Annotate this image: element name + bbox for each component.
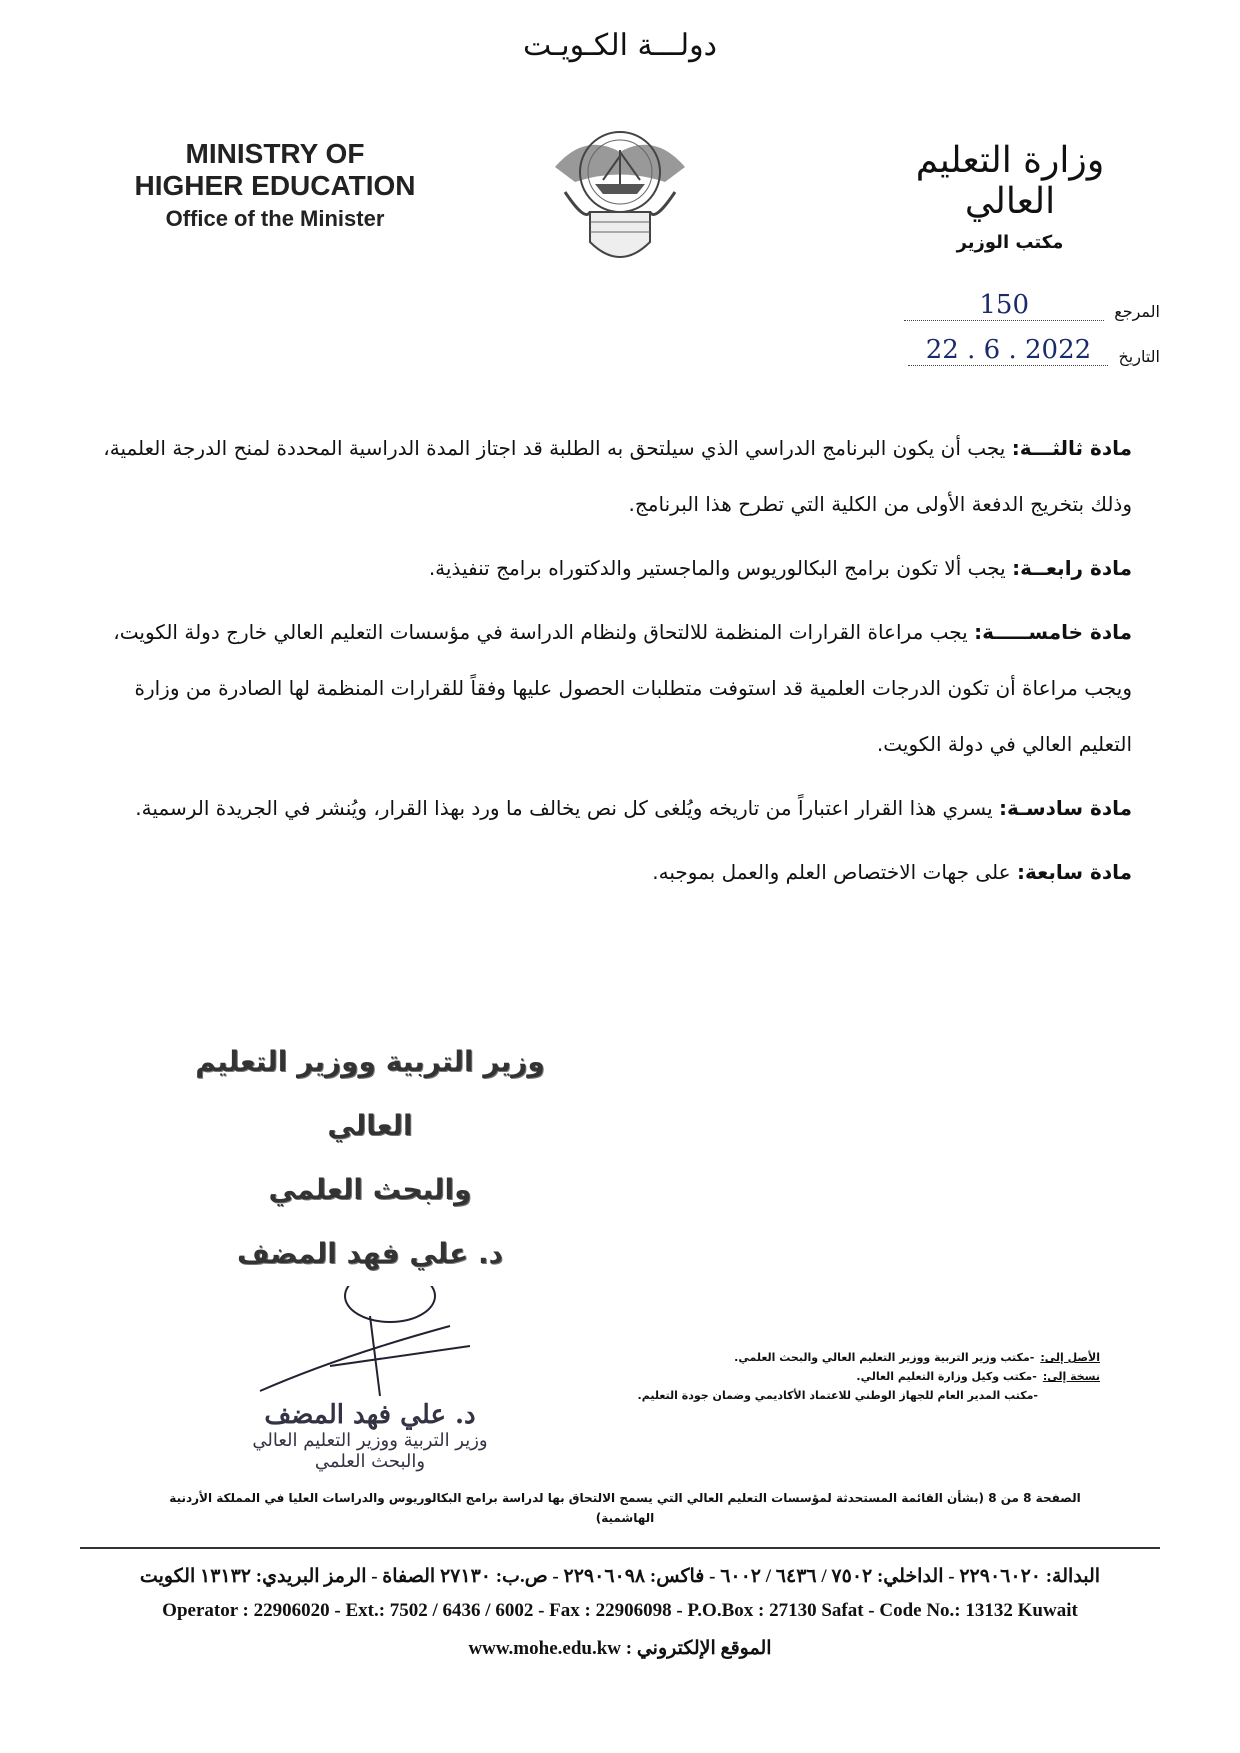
original-to: -مكتب وزير التربية ووزير التعليم العالي والبحث العلمي. xyxy=(734,1351,1035,1364)
copy-to-2: -مكتب المدير العام للجهاز الوطني للاعتماد الأكاديمي وضمان جودة التعليم. xyxy=(637,1389,1038,1402)
office-ar: مكتب الوزير xyxy=(956,232,1064,253)
ministry-english-header xyxy=(110,138,440,232)
website-url[interactable]: www.mohe.edu.kw xyxy=(468,1638,621,1659)
date-value: 22 . 6 . 2022 xyxy=(908,335,1108,366)
footer-website xyxy=(0,1637,1240,1660)
footer-english-contact: Operator : 22906020 - Ext.: 7502 / 6436 / 6002 - Fax : 22906098 - P.O.Box : 27130 Safat - Code No.: 13132 Kuwait xyxy=(162,1600,1078,1621)
article-5 xyxy=(102,604,1132,772)
article-3 xyxy=(102,420,1132,532)
reference-value: 150 xyxy=(904,290,1104,321)
article-text: يسري هذا القرار اعتباراً من تاريخه ويُلغى كل نص يخالف ما ورد بهذا القرار، ويُنشر في الجريدة الرسمية. xyxy=(135,796,993,820)
article-label: مادة رابعــة: xyxy=(1012,556,1132,580)
ministry-ar: وزارة التعليم العالي xyxy=(915,140,1105,222)
office-en: Office of the Minister xyxy=(165,206,385,231)
minister-title-line2: والبحث العلمي xyxy=(268,1173,472,1206)
ministry-en-line1: MINISTRY OF xyxy=(185,138,365,169)
footer-divider xyxy=(80,1547,1160,1549)
minister-title-line1: وزير التربية ووزير التعليم العالي xyxy=(195,1045,545,1142)
signature-block xyxy=(150,1030,590,1472)
article-4 xyxy=(102,540,1132,596)
kuwait-emblem-icon xyxy=(545,112,695,272)
handwritten-name: د. علي فهد المضف xyxy=(264,1400,476,1430)
distribution-list xyxy=(638,1348,1100,1405)
article-text: يجب ألا تكون برامج البكالوريوس والماجستير والدكتوراه برامج تنفيذية. xyxy=(428,556,1006,580)
article-label: مادة سادسـة: xyxy=(999,796,1132,820)
handwritten-signature-icon xyxy=(220,1286,520,1396)
minister-name: د. علي فهد المضف xyxy=(237,1237,503,1270)
article-text: يجب أن يكون البرنامج الدراسي الذي سيلتحق به الطلبة قد اجتاز المدة الدراسية المحددة لمنح الدرجة العلمية، وذلك بتخريج الدفعة الأولى من الكلية التي تطرح هذا البرنامج. xyxy=(103,436,1132,516)
page-info: الصفحة 8 من 8 (بشأن القائمة المستحدثة لمؤسسات التعليم العالي التي يسمح الالتحاق بها لدراسة برامج البكالوريوس والدراسات العليا في المملكة الأردنية الهاشمية) xyxy=(169,1491,1081,1525)
copy-to-1: -مكتب وكيل وزارة التعليم العالي. xyxy=(856,1370,1037,1383)
date-label: التاريخ xyxy=(1118,347,1160,366)
website-label: الموقع الإلكتروني : xyxy=(625,1638,772,1659)
ministry-arabic-header xyxy=(880,140,1140,253)
decision-articles xyxy=(102,420,1132,908)
article-label: مادة سابعة: xyxy=(1016,860,1132,884)
original-label: الأصل إلى: xyxy=(1040,1351,1100,1364)
copy-label: نسخة إلى: xyxy=(1042,1370,1100,1383)
article-label: مادة ثالثـــة: xyxy=(1011,436,1132,460)
article-label: مادة خامســـــة: xyxy=(974,620,1132,644)
date-row xyxy=(908,335,1160,366)
reference-label: المرجع xyxy=(1114,302,1160,321)
article-7 xyxy=(102,844,1132,900)
article-text: يجب مراعاة القرارات المنظمة للالتحاق ولنظام الدراسة في مؤسسات التعليم العالي خارج دولة الكويت، ويجب مراعاة أن تكون الدرجات العلمية قد استوفت متطلبات الحصول عليها وفقاً للقرارات المنظمة لها الصادرة من وزارة التعليم العالي في دولة الكويت. xyxy=(113,620,1132,756)
footer-arabic-contact: البدالة: ٢٢٩٠٦٠٢٠ - الداخلي: ٧٥٠٢ / ٦٤٣٦ / ٦٠٠٢ - فاكس: ٢٢٩٠٦٠٩٨ - ص.ب: ٢٧١٣٠ الصفاة - الرمز البريدي: ١٣١٣٢ الكويت xyxy=(139,1566,1101,1587)
article-6 xyxy=(102,780,1132,836)
article-text: على جهات الاختصاص العلم والعمل بموجبه. xyxy=(652,860,1011,884)
reference-row xyxy=(904,290,1160,321)
state-name: دولـــة الكـويـت xyxy=(523,28,717,63)
handwritten-title: وزير التربية ووزير التعليم العالي والبحث العلمي xyxy=(252,1430,488,1472)
ministry-en-line2: HIGHER EDUCATION xyxy=(134,170,416,201)
